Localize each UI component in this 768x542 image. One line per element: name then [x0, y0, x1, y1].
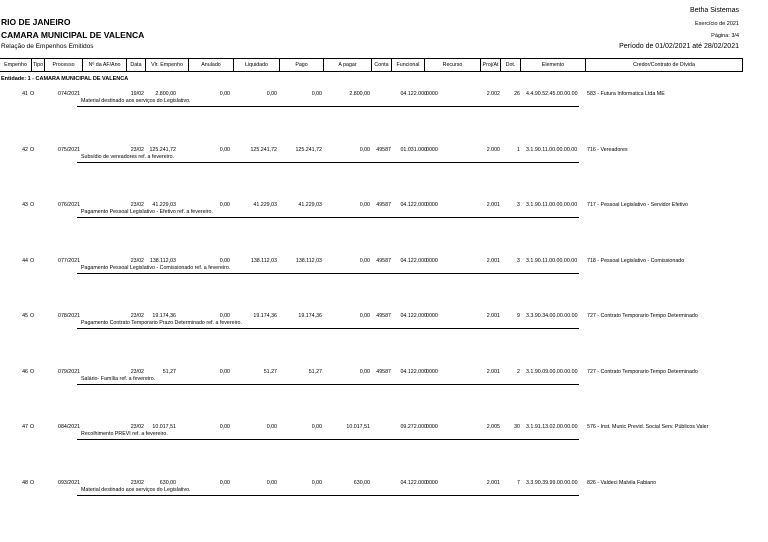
cell-processo: 076/2021 [58, 202, 81, 208]
col-credor: Credor/Contrato de Dívida [585, 59, 743, 71]
cell-projat: 2.001 [486, 257, 500, 264]
cell-liquidado: 0,00 [266, 91, 277, 97]
cell-tipo: O [30, 257, 35, 264]
cell-data: 23/02 [130, 368, 144, 375]
col-apagar: A pagar [323, 59, 371, 71]
cell-elemento: 3.1.90.11.00.00.00.00 [526, 202, 578, 208]
cell-apagar: 2.800,00 [349, 91, 370, 97]
cell-dot: 7 [517, 479, 520, 486]
column-header-row [0, 59, 743, 71]
col-data: Data [126, 59, 145, 71]
cell-credor: 727 - Contrato Temporario Tempo Determinado [587, 313, 698, 319]
company-name: Betha Sistemas [689, 7, 739, 14]
cell-data: 23/02 [130, 479, 144, 486]
cell-pago: 0,00 [311, 91, 322, 97]
cell-credor: 576 - Inst. Munic Previd. Social Serv. Públicos Valer [587, 424, 709, 430]
row-description: Pagamento Pessoal Legislativo - Comissionado ref. a fevereiro. [81, 264, 231, 271]
cell-elemento: 4.4.90.52.45.00.00.00 [526, 91, 578, 97]
cell-elemento: 3.3.90.34.00.00.00.00 [526, 313, 578, 319]
cell-empenho: 41 [22, 91, 28, 97]
cell-anulado: 0,00 [219, 202, 230, 208]
cell-liquidado: 138.112,03 [250, 257, 277, 264]
cell-recurso: 0000 [426, 202, 438, 208]
row-underline [77, 384, 579, 385]
row-description: Pagamento Pessoal Legislativo - Efetivo ref. a fevereiro. [81, 209, 213, 215]
row-description: Material destinado aos serviços do Legislativo. [81, 98, 191, 104]
cell-recurso: 0000 [426, 479, 438, 486]
cell-conta: 49587 [376, 313, 391, 319]
row-description: Subsídio de vereadores ref. a fevereiro. [81, 153, 175, 160]
row-underline [77, 162, 579, 163]
row-underline [77, 273, 579, 274]
cell-funcional: 04.122.000 [400, 257, 427, 264]
cell-valor: 138.112,03 [149, 257, 176, 264]
cell-valor: 19.174,36 [152, 313, 176, 319]
cell-anulado: 0,00 [219, 146, 230, 153]
cell-dot: 2 [517, 368, 520, 375]
cell-data: 23/02 [130, 257, 144, 264]
cell-conta: 49587 [376, 257, 391, 264]
cell-pago: 19.174,36 [298, 313, 322, 319]
cell-apagar: 0,00 [359, 368, 370, 375]
cell-dot: 3 [517, 257, 520, 264]
cell-liquidado: 41.229,03 [253, 202, 277, 208]
cell-apagar: 0,00 [359, 313, 370, 319]
cell-valor: 51,27 [162, 368, 176, 375]
cell-tipo: O [30, 479, 35, 486]
entity-line: Entidade: 1 - CAMARA MUNICIPAL DE VALENCA [1, 76, 129, 82]
cell-credor: 727 - Contrato Temporario Tempo Determinado [587, 368, 698, 375]
cell-anulado: 0,00 [219, 479, 230, 486]
cell-recurso: 0000 [426, 91, 438, 97]
cell-tipo: O [30, 424, 35, 430]
cell-recurso: 0000 [426, 424, 438, 430]
cell-empenho: 43 [22, 202, 28, 208]
cell-anulado: 0,00 [219, 424, 230, 430]
cell-pago: 0,00 [311, 479, 322, 486]
cell-liquidado: 0,00 [266, 479, 277, 486]
row-description: Pagamento Contrato Temporario Prazo Determinado ref. a fevereiro. [81, 320, 242, 326]
cell-dot: 3 [517, 202, 520, 208]
cell-conta: 49587 [376, 368, 391, 375]
cell-processo: 093/2021 [58, 479, 81, 486]
cell-recurso: 0000 [426, 146, 438, 153]
cell-funcional: 04.122.000 [400, 368, 427, 375]
row-description: Recolhimento PREVI ref. a fevereiro. [81, 431, 168, 437]
col-elemento: Elemento [520, 59, 585, 71]
col-pago: Pago [279, 59, 323, 71]
cell-tipo: O [30, 202, 35, 208]
report-title: Relação de Empenhos Emitidos [1, 43, 94, 50]
cell-dot: 30 [514, 424, 520, 430]
cell-elemento: 3.3.90.39.99.00.00.00 [526, 479, 578, 486]
cell-empenho: 46 [22, 368, 28, 375]
cell-elemento: 3.1.90.11.00.00.00.00 [526, 257, 578, 264]
cell-pago: 51,27 [308, 368, 322, 375]
cell-funcional: 04.122.000 [400, 479, 427, 486]
row-underline [77, 106, 579, 107]
cell-valor: 41.229,03 [152, 202, 176, 208]
row-underline [77, 439, 579, 440]
cell-empenho: 45 [22, 313, 28, 319]
cell-recurso: 0000 [426, 368, 438, 375]
cell-processo: 075/2021 [58, 146, 81, 153]
row-description: Material destinado aos serviços do Legislativo. [81, 486, 191, 493]
cell-dot: 1 [517, 146, 520, 153]
cell-liquidado: 125.241,72 [250, 146, 277, 153]
cell-processo: 079/2021 [58, 368, 81, 375]
cell-valor: 10.017,51 [152, 424, 176, 430]
cell-anulado: 0,00 [219, 368, 230, 375]
cell-funcional: 01.031.000 [400, 146, 427, 153]
col-processo: Processo [44, 59, 82, 71]
row-underline [77, 495, 579, 496]
cell-tipo: O [30, 313, 35, 319]
cell-dot: 26 [514, 91, 520, 97]
col-tipo: Tipo [31, 59, 44, 71]
cell-projat: 2.001 [486, 479, 500, 486]
cell-recurso: 0000 [426, 313, 438, 319]
cell-valor: 125.241,72 [149, 146, 176, 153]
col-conta: Conta [371, 59, 391, 71]
cell-apagar: 0,00 [359, 146, 370, 153]
col-valor: Vlr. Empenho [145, 59, 188, 71]
cell-liquidado: 19.174,36 [253, 313, 277, 319]
cell-tipo: O [30, 91, 35, 97]
cell-data: 23/02 [130, 202, 144, 208]
entity-name: CAMARA MUNICIPAL DE VALENCA [1, 30, 145, 40]
cell-credor: 583 - Futura Informatica Ltda ME [587, 91, 665, 97]
cell-processo: 074/2021 [58, 91, 81, 97]
cell-pago: 0,00 [311, 424, 322, 430]
cell-pago: 125.241,72 [295, 146, 322, 153]
cell-valor: 630,00 [159, 479, 176, 486]
cell-projat: 2.005 [486, 424, 500, 430]
row-description: Salário- Família ref. a fevereiro. [81, 375, 156, 382]
cell-valor: 2.800,00 [155, 91, 176, 97]
cell-elemento: 3.1.90.09.00.00.00.00 [526, 368, 578, 375]
cell-projat: 2.001 [486, 202, 500, 208]
cell-elemento: 3.1.90.11.00.00.00.00 [526, 146, 578, 153]
cell-credor: 717 - Pessoal Legislativo - Servidor Efetivo [587, 202, 688, 208]
state-name: RIO DE JANEIRO [1, 17, 71, 27]
cell-apagar: 630,00 [353, 479, 370, 486]
cell-empenho: 48 [22, 479, 28, 486]
cell-funcional: 04.122.000 [400, 202, 427, 208]
col-liquidado: Liquidado [233, 59, 279, 71]
cell-tipo: O [30, 368, 35, 375]
cell-apagar: 0,00 [359, 257, 370, 264]
cell-funcional: 09.272.000 [400, 424, 427, 430]
cell-empenho: 44 [22, 257, 28, 264]
col-projat: Proj/At [480, 59, 500, 71]
cell-apagar: 0,00 [359, 202, 370, 208]
cell-projat: 2.001 [486, 368, 500, 375]
col-af-ano: Nº da AF/Ano [82, 59, 126, 71]
cell-dot: 9 [517, 313, 520, 319]
col-recurso: Recurso [424, 59, 480, 71]
report-period: Período de 01/02/2021 até 28/02/2021 [619, 43, 739, 50]
col-anulado: Anulado [188, 59, 233, 71]
col-dot: Dot. [500, 59, 520, 71]
cell-data: 23/02 [130, 146, 144, 153]
cell-processo: 077/2021 [58, 257, 81, 264]
cell-conta: 49587 [376, 146, 391, 153]
cell-data: 23/02 [130, 313, 144, 319]
cell-empenho: 42 [22, 146, 28, 153]
cell-apagar: 10.017,51 [346, 424, 370, 430]
cell-pago: 41.229,03 [298, 202, 322, 208]
exercise-year: Exercício de 2021 [694, 21, 739, 27]
col-empenho: Empenho [4, 62, 27, 68]
cell-projat: 2.001 [486, 313, 500, 319]
cell-anulado: 0,00 [219, 91, 230, 97]
cell-credor: 826 - Valdeci Malvila Fabiano [587, 479, 657, 486]
cell-credor: 716 - Vereadores [587, 146, 628, 153]
cell-tipo: O [30, 146, 35, 153]
cell-projat: 2.000 [486, 146, 500, 153]
cell-conta: 49587 [376, 202, 391, 208]
cell-data: 19/02 [130, 91, 144, 97]
cell-funcional: 04.122.000 [400, 313, 427, 319]
cell-anulado: 0,00 [219, 313, 230, 319]
cell-processo: 078/2021 [58, 313, 81, 319]
col-funcional: Funcional [391, 59, 424, 71]
cell-funcional: 04.122.000 [400, 91, 427, 97]
cell-empenho: 47 [22, 424, 28, 430]
row-underline [77, 217, 579, 218]
cell-liquidado: 0,00 [266, 424, 277, 430]
cell-elemento: 3.1.91.13.02.00.00.00 [526, 424, 578, 430]
row-underline [77, 328, 579, 329]
cell-anulado: 0,00 [219, 257, 230, 264]
cell-recurso: 0000 [426, 257, 438, 264]
page-number: Página: 3/4 [711, 33, 739, 39]
cell-liquidado: 51,27 [263, 368, 277, 375]
cell-pago: 138.112,03 [295, 257, 322, 264]
cell-credor: 718 - Pessoal Legislativo - Comissionado [587, 257, 685, 264]
cell-data: 23/02 [130, 424, 144, 430]
cell-projat: 2.002 [486, 91, 500, 97]
cell-processo: 084/2021 [58, 424, 81, 430]
